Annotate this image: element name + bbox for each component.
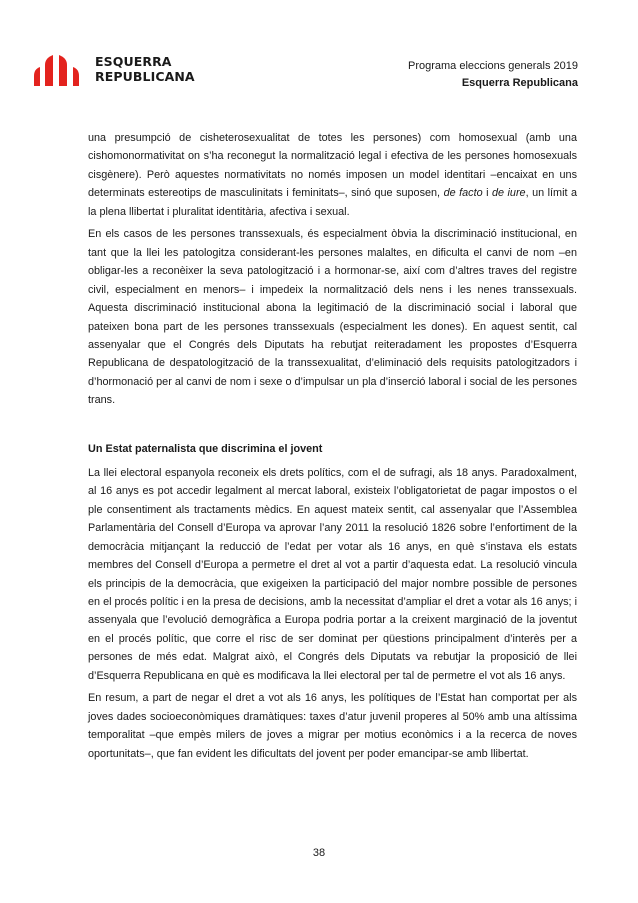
paragraph-1-text-a: una presumpció de cisheterosexualitat de totes les persones) com homosexual (amb una cishomonormativitat on s’ha reconegut la normalització legal i efectiva de les persones homosexuals cisgènere). Però aquestes normativitats no només imposen un model identitari –encaixat en uns determinats estereotips de masculinitats i feminitats–, sinó que suposen, <box>88 132 577 200</box>
document-subtitle: Esquerra Republicana <box>461 77 578 89</box>
section-heading: Un Estat paternalista que discrimina el jovent <box>88 442 323 455</box>
flame-emblem-icon <box>32 52 90 86</box>
paragraph-1-text-b: i <box>482 187 492 200</box>
paragraph-1-text-c: , un límit a la plena llibertat i pluralitat identitària, afectiva i sexual. <box>88 187 577 218</box>
running-header <box>408 58 578 92</box>
page-number: 38 <box>312 847 326 859</box>
logo-line-1: ESQUERRA <box>95 54 172 69</box>
document-title: Programa eleccions generals 2019 <box>408 60 578 72</box>
party-logo <box>32 52 212 86</box>
paragraph-3: La llei electoral espanyola reconeix els drets polítics, com el de sufragi, als 18 anys. Paradoxalment, al 16 anys es pot accedir legalment al mercat laboral, existeix l’obligatorietat de pagar impostos o el ple consentiment als tractaments mèdics. En aquest mateix sentit, cal assenyalar que l’Assemblea Parlamentària del Consell d’Europa va aprovar l’any 2011 la resolució 1826 sobre l’enfortiment de la democràcia mitjançant la reducció de l’edat per votar als 16 anys, en què s’instava els estats membres del Consell d’Europa a permetre el dret al vot a partir d’aquesta edat. La resolució vincula els principis de la democràcia, que exigeixen la participació del major nombre possible de persones en el procés polític i en la presa de decisions, amb la necessitat d’ampliar el dret a votar als 16 anys; i assenyala que l’evolució demogràfica a Europa podria portar a la creixent marginació de la joventut en el procés polític, que corre el risc de ser dominat per qüestions principalment d’interès per a persones de més edat. Malgrat això, el Congrés dels Diputats va rebutjar la proposició de llei d’Esquerra Republicana en què es modificava la llei electoral per tal de permetre el vot als 16 anys. <box>88 466 577 682</box>
paragraph-4: En resum, a part de negar el dret a vot als 16 anys, les polítiques de l’Estat han comportat per als joves dades socioeconòmiques dramàtiques: taxes d’atur juvenil properes al 50% amb una altíssima temporalitat –que empès milers de joves a migrar per motius econòmics i a la recerca de noves oportunitats–, que fan evident les dificultats del jovent per poder emancipar-se amb llibertat. <box>88 692 577 760</box>
italic-de-iure: de iure <box>491 187 526 200</box>
italic-de-facto: de facto <box>443 187 483 200</box>
paragraph-1 <box>88 129 577 221</box>
logo-wordmark <box>95 55 195 84</box>
logo-line-2: REPUBLICANA <box>95 68 195 84</box>
paragraph-2: En els casos de les persones transsexuals, és especialment òbvia la discriminació institucional, en tant que la llei les patologitza considerant-les persones malaltes, en dificulta el canvi de nom –en obligar-les a reconèixer la seva patologització i a hormonar-se, així com d’altres traves del registre civil, especialment en menors– i impedeix la normalització dels nens i les nenes transsexuals. Aquesta discriminació institucional abona la legitimació de la discriminació social i laboral que pateixen bona part de les persones transsexuals (especialment les dones). En aquest sentit, cal assenyalar que el Congrés dels Diputats ha rebutjat reiteradament les propostes d’Esquerra Republicana de despatologització de la transsexualitat, d’eliminació dels requisits patologitzadors i d’hormonació per al canvi de nom i sexe o d’impulsar un pla d’inserció laboral i social de les persones trans. <box>88 228 577 407</box>
page-body <box>88 129 577 767</box>
